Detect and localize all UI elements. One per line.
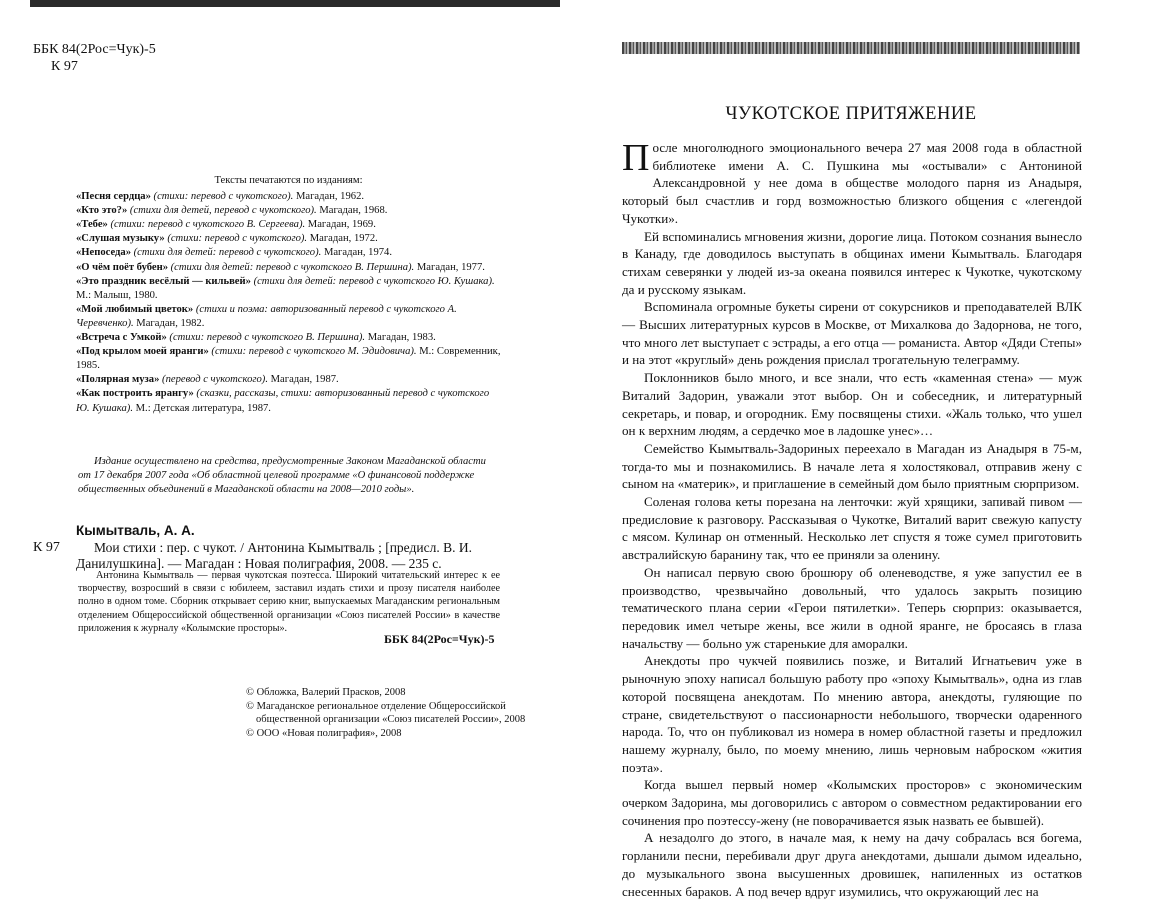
source-imprint: Магадан, 1987. — [270, 374, 339, 386]
bbk-bottom: ББК 84(2Рос=Чук)-5 — [384, 632, 495, 646]
article-paragraph: Семейство Кымытваль-Задориных переехало в Магадан из Анадыря в 75-м, тогда-то мы и познакомились. В начале лета я холостяковал, отправив жену с сыном на «материк», и приглашение в семейный дом было приятным сюрпризом. — [622, 440, 1082, 492]
source-note: (стихи: перевод с чукотского В. Сергеева). — [107, 219, 308, 231]
source-imprint: Магадан, 1977. — [416, 261, 485, 273]
source-imprint: Магадан, 1982. — [136, 317, 205, 329]
annotation: Антонина Кымытваль — первая чукотская поэтесса. Широкий читательский интерес к ее творчеству, возросший в связи с юбилеем, заставил издать стихи и прозу писателя наиболее полно в одном томе. Сборник открывает серию книг, выпускаемых Магаданским региональным отделением Общероссийской общественной организации «Союз писателей России» в качестве приложения к журналу «Колымские просторы». — [78, 570, 500, 634]
article-paragraph: Ей вспоминались мгновения жизни, дорогие лица. Потоком сознания вынесло в Канаду, где доводилось выступать в общинах имени Кымытваль. Благодаря стихам северянки у людей из-за океана появился интерес к Чукотке, чукотскому да и русскому языкам. — [622, 228, 1082, 297]
source-note: (сказки, рассказы, стихи: авторизованный перевод с чукотского Ю. Кушака). — [76, 388, 490, 414]
sources-list — [76, 174, 501, 416]
article-paragraph: А незадолго до этого, в начале мая, к нему на дачу собралась вся богема, горланили песни, перебивали друг друга анекдотами, дышали дымом идеально, до музыкального звона высушенных дровишек, напиленных из остатков снесенных бараков. А под вечер вдруг изумились, что окружающий лес на — [622, 830, 1082, 899]
drop-cap: П — [622, 137, 650, 179]
source-imprint: М.: Детская литература, 1987. — [135, 402, 271, 414]
catalog-author: Кымытваль, А. А. — [76, 523, 195, 538]
source-imprint: Магадан, 1962. — [295, 191, 365, 203]
copyright-line: © Магаданское региональное отделение Общероссийской — [246, 700, 506, 712]
source-imprint: Магадан, 1969. — [307, 219, 376, 231]
article-paragraph: Анекдоты про чукчей появились позже, и Виталий Игнатьевич уже в рыночную эпоху написал большую работу про «эпоху Кымытваль», одна из глав которой посвящена анекдотам. По мнению автора, анекдоты, гуляющие по стране, свидетельствуют о пассионарности небольшого, творчески одаренного народа. То, что он публиковал из номера в номер областной газеты и предложил нашему журналу, было, по моему мнению, лишь черновым наброском «жития поэта». — [622, 653, 1082, 775]
source-title: «Слушая музыку» — [76, 233, 165, 245]
copyright-line: общественной организации «Союз писателей России», 2008 — [256, 714, 526, 726]
article-title: ЧУКОТСКОЕ ПРИТЯЖЕНИЕ — [725, 104, 977, 124]
paragraph-text: осле многолюдного эмоционального вечера 27 мая 2008 года в областной библиотеке имени А. С. Пушкина мы «остывали» с Антониной Александровной у нее дома в обществе молодого парня из Анадыря, который был счастлив и горд возможностью близкого общения с «легендой Чукотки». — [622, 140, 1082, 226]
source-note: (стихи: перевод с чукотского). — [150, 191, 296, 203]
source-item — [76, 246, 501, 260]
source-note: (перевод с чукотского). — [159, 374, 271, 386]
copyright-line: © Обложка, Валерий Прасков, 2008 — [246, 687, 406, 698]
source-note: (стихи для детей: перевод с чукотского). — [131, 247, 324, 259]
source-title: «Полярная муза» — [76, 374, 160, 386]
article-body — [622, 139, 1082, 900]
source-imprint: Магадан, 1972. — [309, 233, 378, 245]
source-item — [76, 190, 501, 204]
source-imprint: Магадан, 1974. — [323, 247, 393, 259]
article-paragraph: Соленая голова кеты порезана на ленточки: жуй хрящики, запивай пивом — предисловие к разговору. Рассказывая о Чукотке, Виталий варит свежую капусту с мясом. Кулинар он отменный. Несколько лет спустя я тоже сумел приготовить австралийскую баранину так, что ее приняли за оленину. — [622, 494, 1082, 563]
copyright-line: © ООО «Новая полиграфия», 2008 — [246, 727, 402, 739]
catalog-entry — [76, 523, 500, 573]
sources-heading: Тексты печатаются по изданиям: — [214, 175, 363, 186]
source-title: «Кто это?» — [76, 205, 128, 217]
source-title: «Непоседа» — [76, 247, 131, 259]
source-title: «О чём поёт бубен» — [76, 261, 168, 273]
source-title: «Под крылом моей яранги» — [76, 346, 209, 358]
article-paragraph: Поклонников было много, и все знали, что есть «каменная стена» — муж Виталий Задорин, уважали этот выбор. Он и собеседник, и литературный секретарь, и повар, и огородник. Ему посвящены стихи. «Жаль только, что ушел он к верхним людям, а сердечко мое в ладошке унес»… — [622, 370, 1082, 439]
source-item — [76, 331, 501, 345]
source-item — [76, 345, 501, 373]
source-imprint: М.: Современник, 1985. — [76, 346, 501, 372]
catalog-description: Мои стихи : пер. с чукот. / Антонина Кымытваль ; [предисл. В. И. Данилушкина]. — Магадан : Новая полиграфия, 2008. — 235 с. — [76, 539, 472, 571]
source-note: (стихи для детей: перевод с чукотского В. Першина). — [168, 261, 417, 273]
source-imprint: Магадан, 1968. — [319, 205, 388, 217]
source-note: (стихи для детей, перевод с чукотского). — [127, 205, 320, 217]
source-title: «Встреча с Умкой» — [76, 332, 167, 344]
source-item — [76, 232, 501, 246]
source-item — [76, 303, 501, 331]
funding-note: Издание осуществлено на средства, предусмотренные Законом Магаданской области от 17 декабря 2007 года «Об областной целевой программе «О финансовой поддержке общественных объединений в Магаданской области на 2008—2010 годы». — [78, 456, 486, 496]
source-title: «Как построить ярангу» — [76, 388, 194, 400]
source-title: «Мой любимый цветок» — [76, 303, 194, 315]
source-title: «Тебе» — [76, 219, 108, 231]
source-item — [76, 218, 501, 232]
source-imprint: М.: Малыш, 1980. — [76, 289, 158, 301]
copyright-block — [246, 686, 525, 740]
source-note: (стихи и поэма: авторизованный перевод с чукотского А. Черевченко). — [76, 303, 457, 329]
source-note: (стихи для детей: перевод с чукотского Ю. Кушака). — [250, 275, 495, 287]
source-item — [76, 373, 501, 387]
source-item — [76, 275, 501, 303]
bbk-header — [33, 41, 156, 75]
article-paragraph: Он написал первую свою брошюру об оленеводстве, я уже запустил ее в производство, чрезвычайно довольный, что удалось закрыть позицию тематического плана серии «Герои пятилетки». Теперь сюрприз: оказывается, передовик имел четыре жены, все жили в одной яранге, не бросаясь в глаза начальству — больно уж старенькие для аморалки. — [622, 564, 1082, 651]
author-mark: К 97 — [51, 59, 78, 74]
source-note: (стихи: перевод с чукотского М. Эдидовича). — [208, 346, 420, 358]
article-paragraph — [622, 139, 1082, 228]
bbk-code: ББК 84(2Рос=Чук)-5 — [33, 42, 156, 57]
source-title: «Песня сердца» — [76, 191, 151, 203]
source-note: (стихи: перевод с чукотского В. Першина). — [166, 332, 368, 344]
source-title: «Это праздник весёлый — кильвей» — [76, 275, 251, 287]
source-item — [76, 204, 501, 218]
source-item — [76, 387, 501, 415]
catalog-mark: К 97 — [33, 540, 60, 555]
source-imprint: Магадан, 1983. — [367, 332, 436, 344]
article-paragraph: Вспоминала огромные букеты сирени от сокурсников и преподавателей ВЛК — Высших литературных курсов в Москве, от Михалкова до Задорнова, не того, что много лет выступает с эстрады, а его отца — романиста. Автор «Дяди Степы» и на этот «круглый» день рождения прислал трогательную телеграмму. — [622, 299, 1082, 368]
source-note: (стихи: перевод с чукотского). — [164, 233, 310, 245]
scan-edge-top-left — [30, 0, 560, 7]
article-paragraph: Когда вышел первый номер «Колымских просторов» с экономическим очерком Задорина, мы договорились с автором о совместном редактировании его сочинения про поэтессу-жену (не поворачивается язык назвать ее бывшей). — [622, 777, 1082, 828]
source-item — [76, 261, 501, 275]
decorative-header-bar — [622, 42, 1080, 54]
